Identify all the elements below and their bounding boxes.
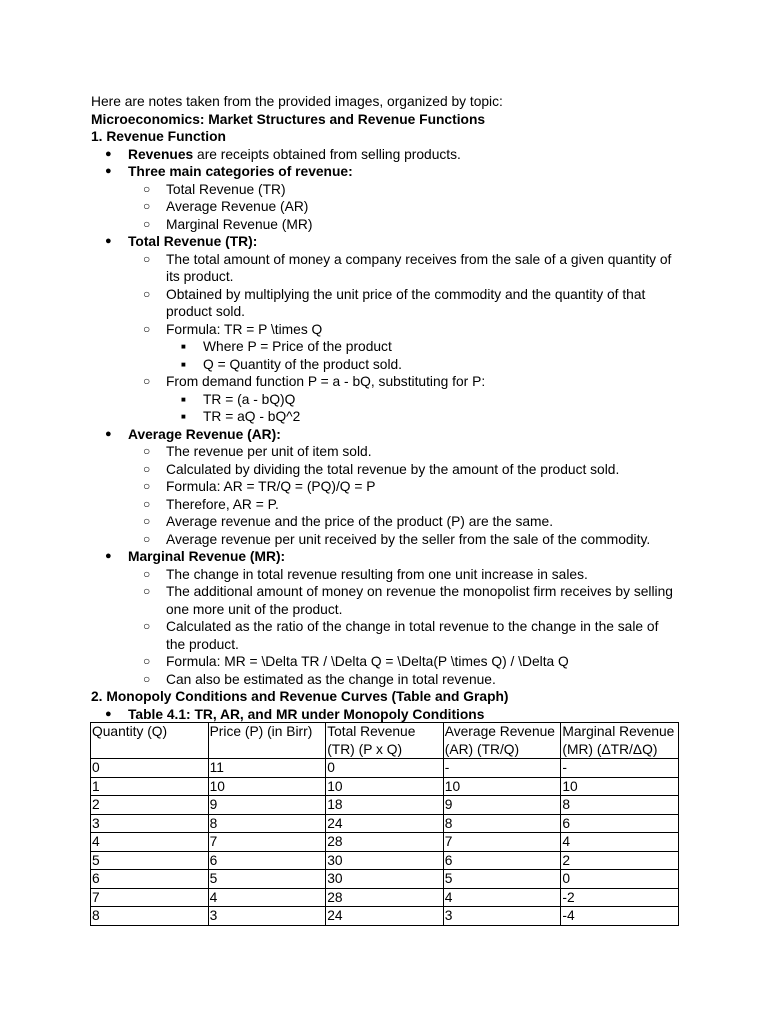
list-item xyxy=(91,583,691,618)
table-cell: 8 xyxy=(443,814,561,833)
table-row xyxy=(91,870,679,889)
table-cell: 5 xyxy=(443,870,561,889)
table-cell: 6 xyxy=(91,870,209,889)
circle-bullet-icon: ○ xyxy=(143,251,151,266)
table-row xyxy=(91,833,679,852)
ar-item: Formula: AR = TR/Q = (PQ)/Q = P xyxy=(166,479,376,494)
header-average-revenue: Average Revenue (AR) (TR/Q) xyxy=(443,723,561,759)
list-item-table-caption xyxy=(91,706,691,724)
category-ar: Average Revenue (AR) xyxy=(166,199,309,214)
square-bullet-icon: ■ xyxy=(181,359,186,369)
circle-bullet-icon: ○ xyxy=(143,496,151,511)
mr-item: Calculated as the ratio of the change in total revenue to the change in the sale of the product. xyxy=(166,619,659,652)
bullet-icon: ● xyxy=(105,550,112,562)
list-item xyxy=(91,356,691,374)
list-item xyxy=(91,478,691,496)
table-cell: 4 xyxy=(561,833,679,852)
table-caption: Table 4.1: TR, AR, and MR under Monopoly Conditions xyxy=(128,706,485,722)
table-cell: 2 xyxy=(91,796,209,815)
revenue-table xyxy=(90,722,679,926)
table-header-row xyxy=(91,723,679,759)
bullet-icon: ● xyxy=(105,147,112,160)
list-item xyxy=(91,321,691,339)
table-cell: 8 xyxy=(208,814,326,833)
tr-heading: Total Revenue (TR): xyxy=(128,234,258,249)
bullet-icon: ● xyxy=(105,427,112,440)
mr-item: The additional amount of money on revenue the monopolist firm receives by selling one more unit of the product. xyxy=(166,584,673,617)
table-cell: 9 xyxy=(443,796,561,815)
header-marginal-revenue: Marginal Revenue (MR) (ΔTR/ΔQ) xyxy=(561,723,679,759)
list-item xyxy=(91,443,691,461)
circle-bullet-icon: ○ xyxy=(143,479,151,493)
circle-bullet-icon: ○ xyxy=(143,654,151,668)
table-cell: 3 xyxy=(208,907,326,926)
circle-bullet-icon: ○ xyxy=(143,374,151,388)
square-bullet-icon: ■ xyxy=(181,394,186,404)
tr-demand-2: TR = aQ - bQ^2 xyxy=(203,409,301,424)
square-bullet-icon: ■ xyxy=(181,342,186,351)
list-item xyxy=(91,531,691,549)
table-cell: 28 xyxy=(326,888,444,907)
table-cell: 10 xyxy=(208,777,326,796)
table-cell: 4 xyxy=(91,833,209,852)
list-item xyxy=(91,496,691,514)
revenues-term: Revenues xyxy=(128,146,194,162)
table-cell: - xyxy=(561,759,679,778)
circle-bullet-icon: ○ xyxy=(143,444,151,458)
section2-heading: 2. Monopoly Conditions and Revenue Curves (Table and Graph) xyxy=(91,689,509,704)
header-quantity: Quantity (Q) xyxy=(91,723,209,759)
ar-item: Therefore, AR = P. xyxy=(166,496,279,512)
circle-bullet-icon: ○ xyxy=(143,619,151,633)
table-row xyxy=(91,888,679,907)
circle-bullet-icon: ○ xyxy=(143,321,151,336)
ar-item: The revenue per unit of item sold. xyxy=(166,444,372,459)
circle-bullet-icon: ○ xyxy=(143,286,151,301)
table-cell: 6 xyxy=(208,851,326,870)
bullet-icon: ● xyxy=(105,707,112,720)
mr-item: The change in total revenue resulting from one unit increase in sales. xyxy=(166,566,588,582)
circle-bullet-icon: ○ xyxy=(143,216,151,231)
list-item xyxy=(91,251,691,286)
table-cell: 0 xyxy=(326,759,444,778)
mr-item: Formula: MR = \Delta TR / \Delta Q = \Delta(P \times Q) / \Delta Q xyxy=(166,654,569,669)
circle-bullet-icon: ○ xyxy=(143,531,151,546)
table-cell: 30 xyxy=(326,870,444,889)
list-item xyxy=(91,338,691,356)
table-cell: 7 xyxy=(443,833,561,852)
intro-text: Here are notes taken from the provided images, organized by topic: xyxy=(91,94,503,109)
header-price: Price (P) (in Birr) xyxy=(208,723,326,759)
circle-bullet-icon: ○ xyxy=(143,514,151,528)
table-cell: 4 xyxy=(443,888,561,907)
table-cell: 8 xyxy=(91,907,209,926)
circle-bullet-icon: ○ xyxy=(143,461,151,476)
list-item xyxy=(91,373,691,391)
table-cell: 4 xyxy=(208,888,326,907)
table-cell: 30 xyxy=(326,851,444,870)
list-item xyxy=(91,566,691,584)
ar-item: Average revenue and the price of the product (P) are the same. xyxy=(166,514,554,529)
table-cell: 7 xyxy=(208,833,326,852)
category-mr: Marginal Revenue (MR) xyxy=(166,216,313,232)
table-cell: 24 xyxy=(326,907,444,926)
square-bullet-icon: ■ xyxy=(181,412,186,421)
revenues-definition: are receipts obtained from selling products. xyxy=(193,146,461,162)
table-cell: 11 xyxy=(208,759,326,778)
table-cell: - xyxy=(443,759,561,778)
table-cell: 2 xyxy=(561,851,679,870)
list-item-tr xyxy=(91,233,691,251)
bullet-icon: ● xyxy=(105,165,112,177)
table-cell: 7 xyxy=(91,888,209,907)
circle-bullet-icon: ○ xyxy=(143,199,151,213)
list-item xyxy=(91,618,691,653)
tr-formula: Formula: TR = P \times Q xyxy=(166,321,323,337)
document-title: Microeconomics: Market Structures and Revenue Functions xyxy=(91,111,486,127)
table-cell: -4 xyxy=(561,907,679,926)
table-row xyxy=(91,814,679,833)
table-cell: 3 xyxy=(443,907,561,926)
ar-item: Average revenue per unit received by the seller from the sale of the commodity. xyxy=(166,531,651,547)
tr-obtained: Obtained by multiplying the unit price of the commodity and the quantity of that product sold. xyxy=(166,286,646,319)
circle-bullet-icon: ○ xyxy=(143,181,151,196)
list-item xyxy=(91,408,691,426)
table-row xyxy=(91,759,679,778)
list-item xyxy=(91,216,691,234)
list-item xyxy=(91,181,691,199)
list-item-mr xyxy=(91,548,691,566)
circle-bullet-icon: ○ xyxy=(143,671,151,686)
list-item xyxy=(91,286,691,321)
table-cell: 6 xyxy=(561,814,679,833)
table-cell: 18 xyxy=(326,796,444,815)
tr-demand-1: TR = (a - bQ)Q xyxy=(203,391,296,407)
ar-item: Calculated by dividing the total revenue by the amount of the product sold. xyxy=(166,461,620,477)
list-item xyxy=(91,391,691,409)
section1-heading: 1. Revenue Function xyxy=(91,129,226,144)
table-cell: 10 xyxy=(561,777,679,796)
categories-heading: Three main categories of revenue: xyxy=(128,164,353,179)
list-item xyxy=(91,671,691,689)
ar-heading: Average Revenue (AR): xyxy=(128,426,281,442)
mr-heading: Marginal Revenue (MR): xyxy=(128,549,286,564)
table-cell: 8 xyxy=(561,796,679,815)
list-item xyxy=(91,461,691,479)
tr-formula-q: Q = Quantity of the product sold. xyxy=(203,356,403,372)
tr-demand: From demand function P = a - bQ, substituting for P: xyxy=(166,374,486,389)
list-item xyxy=(91,513,691,531)
document-body xyxy=(91,93,691,723)
list-item xyxy=(91,198,691,216)
tr-definition: The total amount of money a company receives from the sale of a given quantity of its product. xyxy=(166,251,672,284)
tr-formula-p: Where P = Price of the product xyxy=(203,339,392,354)
bullet-icon: ● xyxy=(105,235,112,247)
circle-bullet-icon: ○ xyxy=(143,584,151,598)
list-item xyxy=(91,653,691,671)
table-cell: 5 xyxy=(208,870,326,889)
table-cell: 6 xyxy=(443,851,561,870)
table-cell: 9 xyxy=(208,796,326,815)
table-cell: -2 xyxy=(561,888,679,907)
table-cell: 0 xyxy=(91,759,209,778)
header-total-revenue: Total Revenue (TR) (P x Q) xyxy=(326,723,444,759)
mr-item: Can also be estimated as the change in total revenue. xyxy=(166,671,496,687)
table-cell: 0 xyxy=(561,870,679,889)
list-item-categories xyxy=(91,163,691,181)
table-cell: 1 xyxy=(91,777,209,796)
table-cell: 28 xyxy=(326,833,444,852)
table-cell: 10 xyxy=(326,777,444,796)
list-item-revenues xyxy=(91,146,691,164)
table-row xyxy=(91,851,679,870)
category-tr: Total Revenue (TR) xyxy=(166,181,286,197)
table-row xyxy=(91,796,679,815)
table-row xyxy=(91,907,679,926)
table-cell: 24 xyxy=(326,814,444,833)
table-cell: 10 xyxy=(443,777,561,796)
table-cell: 5 xyxy=(91,851,209,870)
circle-bullet-icon: ○ xyxy=(143,566,151,581)
list-item-ar xyxy=(91,426,691,444)
table-body xyxy=(91,759,679,926)
table-row xyxy=(91,777,679,796)
table-cell: 3 xyxy=(91,814,209,833)
